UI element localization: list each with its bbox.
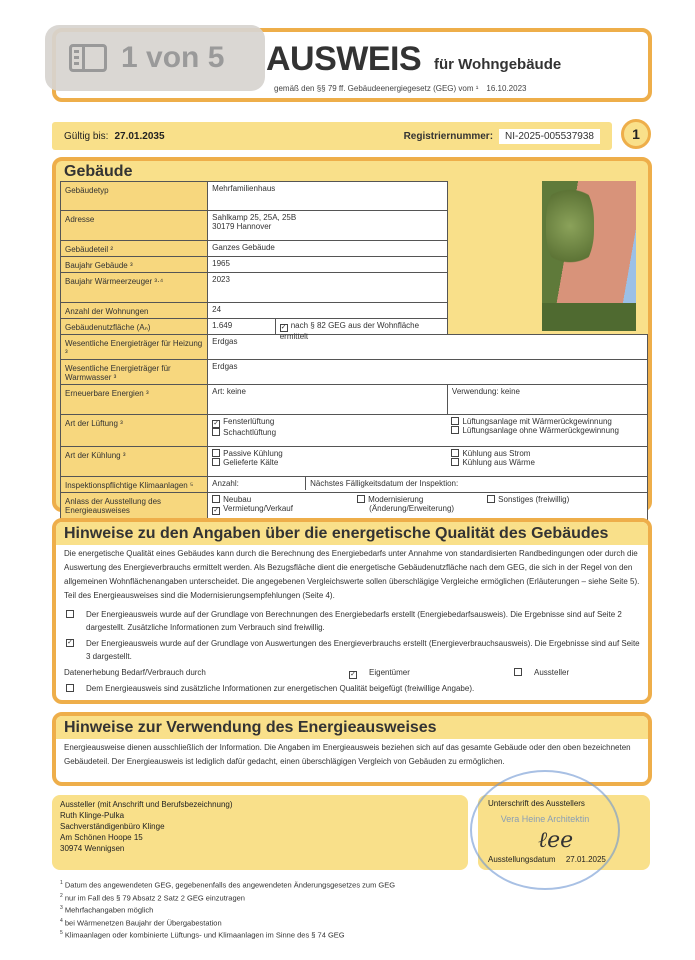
building-photo xyxy=(542,181,636,331)
document-title: AUSWEIS xyxy=(266,40,422,78)
checkbox[interactable] xyxy=(212,495,220,503)
checkbox[interactable] xyxy=(66,610,74,618)
section-hinweise-qualitaet xyxy=(52,518,652,704)
address-line1: Sahlkamp 25, 25A, 25B xyxy=(212,213,297,222)
option-label: Gelieferte Kälte xyxy=(223,458,279,467)
stamp-text: Vera Heine Architektin xyxy=(500,814,590,824)
reg-label: Registriernummer: xyxy=(403,130,494,142)
row-label: Art der Lüftung ³ xyxy=(61,415,208,447)
row-label: Adresse xyxy=(61,211,208,241)
option-label: Sonstiges (freiwillig) xyxy=(498,495,570,504)
checkbox-checked[interactable]: ✓ xyxy=(213,420,220,427)
section-gebaeude xyxy=(52,157,652,515)
checkbox[interactable] xyxy=(451,417,459,425)
issuer-line: Am Schönen Hoope 15 xyxy=(60,833,143,842)
issuer-line: 30974 Wennigsen xyxy=(60,844,125,853)
option-label: Kühlung aus Strom xyxy=(462,449,531,458)
row-label: Gebäudetyp xyxy=(61,182,208,211)
option-label: Modernisierung xyxy=(368,495,424,504)
row-value: 1.649 xyxy=(208,319,276,334)
checkbox[interactable] xyxy=(451,458,459,466)
option-label: Neubau xyxy=(223,495,252,504)
page-number-badge: 1 xyxy=(621,119,651,149)
reg-number: NI-2025-005537938 xyxy=(499,129,600,144)
checkbox-checked[interactable]: ✓ xyxy=(67,639,73,646)
option-verbrauch: Der Energieausweis wurde auf der Grundlage von Auswertungen des Energieverbrauchs erstellt (Energieverbrauchsausweis). Die Ergebnisse sind auf Seite 3 dargestellt. xyxy=(86,639,640,661)
row-label: Anlass der Ausstellung des Energieausweises xyxy=(61,493,208,523)
page-indicator[interactable] xyxy=(45,25,265,91)
valid-label: Gültig bis: xyxy=(64,130,109,142)
option-label: Lüftungsanlage ohne Wärmerückgewinnung xyxy=(462,426,619,435)
checkbox[interactable] xyxy=(212,458,220,466)
issue-date: 27.01.2025 xyxy=(565,855,606,864)
row-value: Ganzes Gebäude xyxy=(208,241,448,257)
row-label: Gebäudeteil ² xyxy=(61,241,208,257)
option-label: Lüftungsanlage mit Wärmerückgewinnung xyxy=(462,417,612,426)
row-value: 24 xyxy=(208,303,448,319)
option-label: Fensterlüftung xyxy=(223,417,275,426)
option-aussteller: Aussteller xyxy=(534,668,570,677)
row-label: Wesentliche Energieträger für Heizung ³ xyxy=(61,335,208,360)
checkbox[interactable] xyxy=(451,449,459,457)
row-label: Anzahl der Wohnungen xyxy=(61,303,208,319)
issuer-line: Ruth Klinge-Pulka xyxy=(60,811,125,820)
footnote: Klimaanlagen oder kombinierte Lüftungs- und Klimaanlagen im Sinne des § 74 GEG xyxy=(64,930,345,940)
renewable-type: Art: keine xyxy=(208,385,448,415)
footnote: Datum des angewendeten GEG, gegebenenfalls des angewendeten Änderungsgesetzes zum GEG xyxy=(64,880,396,890)
option-label: (Änderung/Erweiterung) xyxy=(369,504,455,513)
section-title: Hinweise zu den Angaben über die energetische Qualität des Gebäudes xyxy=(56,522,648,545)
ac-count: Anzahl: xyxy=(208,477,306,490)
datenerhebung-label: Datenerhebung Bedarf/Verbrauch durch xyxy=(64,668,206,677)
page-indicator-text: 1 von 5 xyxy=(121,41,225,74)
row-value: 2023 xyxy=(208,273,448,303)
row-label: Wesentliche Energieträger für Warmwasser ³ xyxy=(61,360,208,385)
checkbox-checked[interactable]: ✓ xyxy=(213,507,220,514)
checkbox[interactable] xyxy=(514,668,522,676)
option-zusatz: Dem Energieausweis sind zusätzliche Informationen zur energetischen Qualität beigefügt (freiwillige Angabe). xyxy=(86,684,475,693)
footnotes: $^1$ Datum des angewendeten GEG, gegebenenfalls des angewendeten Änderungsgesetzes zum GEG $^2$ nur im Fall des § 79 Absatz 2 Satz 2 GEG einzutragen $^3$ Mehrfachangaben möglich $^4$ bei Wärmenetzen Baujahr der Übergabestation $^5$ Klimaanlagen oder kombinierte Lüftungs- und Klimaanlagen im Sinne des § 74 GEG xyxy=(60,880,396,940)
issuer-label: Aussteller (mit Anschrift und Berufsbezeichnung) xyxy=(60,800,233,809)
section-title: Gebäude xyxy=(64,163,133,180)
law-line xyxy=(274,84,526,93)
option-bedarf: Der Energieausweis wurde auf der Grundlage von Berechnungen des Energiebedarfs erstellt (Energiebedarfsausweis). Die Ergebnisse sind auf Seite 2 dargestellt. Zusätzliche Informationen zum Verbrauch sind freiwillig. xyxy=(86,610,622,632)
checkbox-checked[interactable]: ✓ xyxy=(350,671,356,678)
law-reference: gemäß den §§ 79 ff. Gebäudeenergiegesetz (GEG) vom ¹ xyxy=(274,84,479,93)
option-label: Kühlung aus Wärme xyxy=(462,458,535,467)
section-title: Hinweise zur Verwendung des Energieausweises xyxy=(56,716,648,739)
checkbox[interactable] xyxy=(212,428,220,436)
validity-bar xyxy=(52,122,612,150)
law-date: 16.10.2023 xyxy=(486,84,527,93)
document-subtitle: für Wohngebäude xyxy=(434,56,562,73)
checkbox-checked[interactable]: ✓ xyxy=(280,324,287,331)
checkbox[interactable] xyxy=(487,495,495,503)
option-eigentuemer: Eigentümer xyxy=(369,668,410,677)
row-value: Erdgas xyxy=(208,335,648,360)
row-label: Gebäudenutzfläche (Aₙ) xyxy=(61,319,208,335)
row-label: Art der Kühlung ³ xyxy=(61,447,208,477)
architect-stamp xyxy=(470,770,620,890)
issuer-line: Sachverständigenbüro Klinge xyxy=(60,822,165,831)
issuer-block xyxy=(52,795,468,870)
valid-date: 27.01.2035 xyxy=(114,130,165,142)
row-value: Erdgas xyxy=(208,360,648,385)
sidebar-icon xyxy=(69,44,107,72)
signature: ℓee xyxy=(538,828,574,853)
inspection-due: Nächstes Fälligkeitsdatum der Inspektion: xyxy=(310,479,459,488)
footnote: bei Wärmenetzen Baujahr der Übergabestation xyxy=(64,918,222,927)
checkbox[interactable] xyxy=(357,495,365,503)
checkbox[interactable] xyxy=(66,684,74,692)
row-value: Mehrfamilienhaus xyxy=(208,182,448,211)
renewable-usage: Verwendung: keine xyxy=(447,385,647,415)
area-note: nach § 82 GEG aus der Wohnfläche ermittelt xyxy=(279,321,420,341)
option-label: Passive Kühlung xyxy=(223,449,283,458)
checkbox[interactable] xyxy=(212,449,220,457)
footnote: Mehrfachangaben möglich xyxy=(64,905,154,915)
row-label: Inspektionspflichtige Klimaanlagen ⁵ xyxy=(61,477,208,493)
option-label: Vermietung/Verkauf xyxy=(223,504,293,513)
signature-label: Unterschrift des Ausstellers xyxy=(488,799,585,808)
usage-text: Energieausweise dienen ausschließlich der Information. Die Angaben im Energieausweis beziehen sich auf das gesamte Gebäude oder den oben bezeichneten Gebäudeteil. Der Energieausweis ist lediglich dafür gedacht, einen überschlägigen Vergleich von Gebäuden zu ermöglichen. xyxy=(64,743,631,766)
footnote: nur im Fall des § 79 Absatz 2 Satz 2 GEG einzutragen xyxy=(64,893,245,902)
intro-text: Die energetische Qualität eines Gebäudes kann durch die Berechnung des Energiebedarfs unter Annahme von standardisierten Randbedingungen oder durch die Auswertung des Energieverbrauchs ermittelt werden. Als Bezugsfläche dient die energetische Gebäudenutzfläche nach dem GEG, die sich in der Regel von den allgemeinen Wohnflächenangaben unterscheidet. Die angegebenen Vergleichswerte sollen überschlägige Vergleiche ermöglichen (Erläuterungen – siehe Seite 5). Teil des Energieausweises sind die Modernisierungsempfehlungen (Seite 4). xyxy=(64,549,640,600)
issue-date-label: Ausstellungsdatum xyxy=(488,855,556,864)
option-label: Schachtlüftung xyxy=(223,428,277,437)
row-label: Erneuerbare Energien ³ xyxy=(61,385,208,415)
row-label: Baujahr Gebäude ³ xyxy=(61,257,208,273)
checkbox[interactable] xyxy=(451,426,459,434)
row-value: 1965 xyxy=(208,257,448,273)
row-label: Baujahr Wärmeerzeuger ³·⁴ xyxy=(61,273,208,303)
address-line2: 30179 Hannover xyxy=(212,222,272,231)
